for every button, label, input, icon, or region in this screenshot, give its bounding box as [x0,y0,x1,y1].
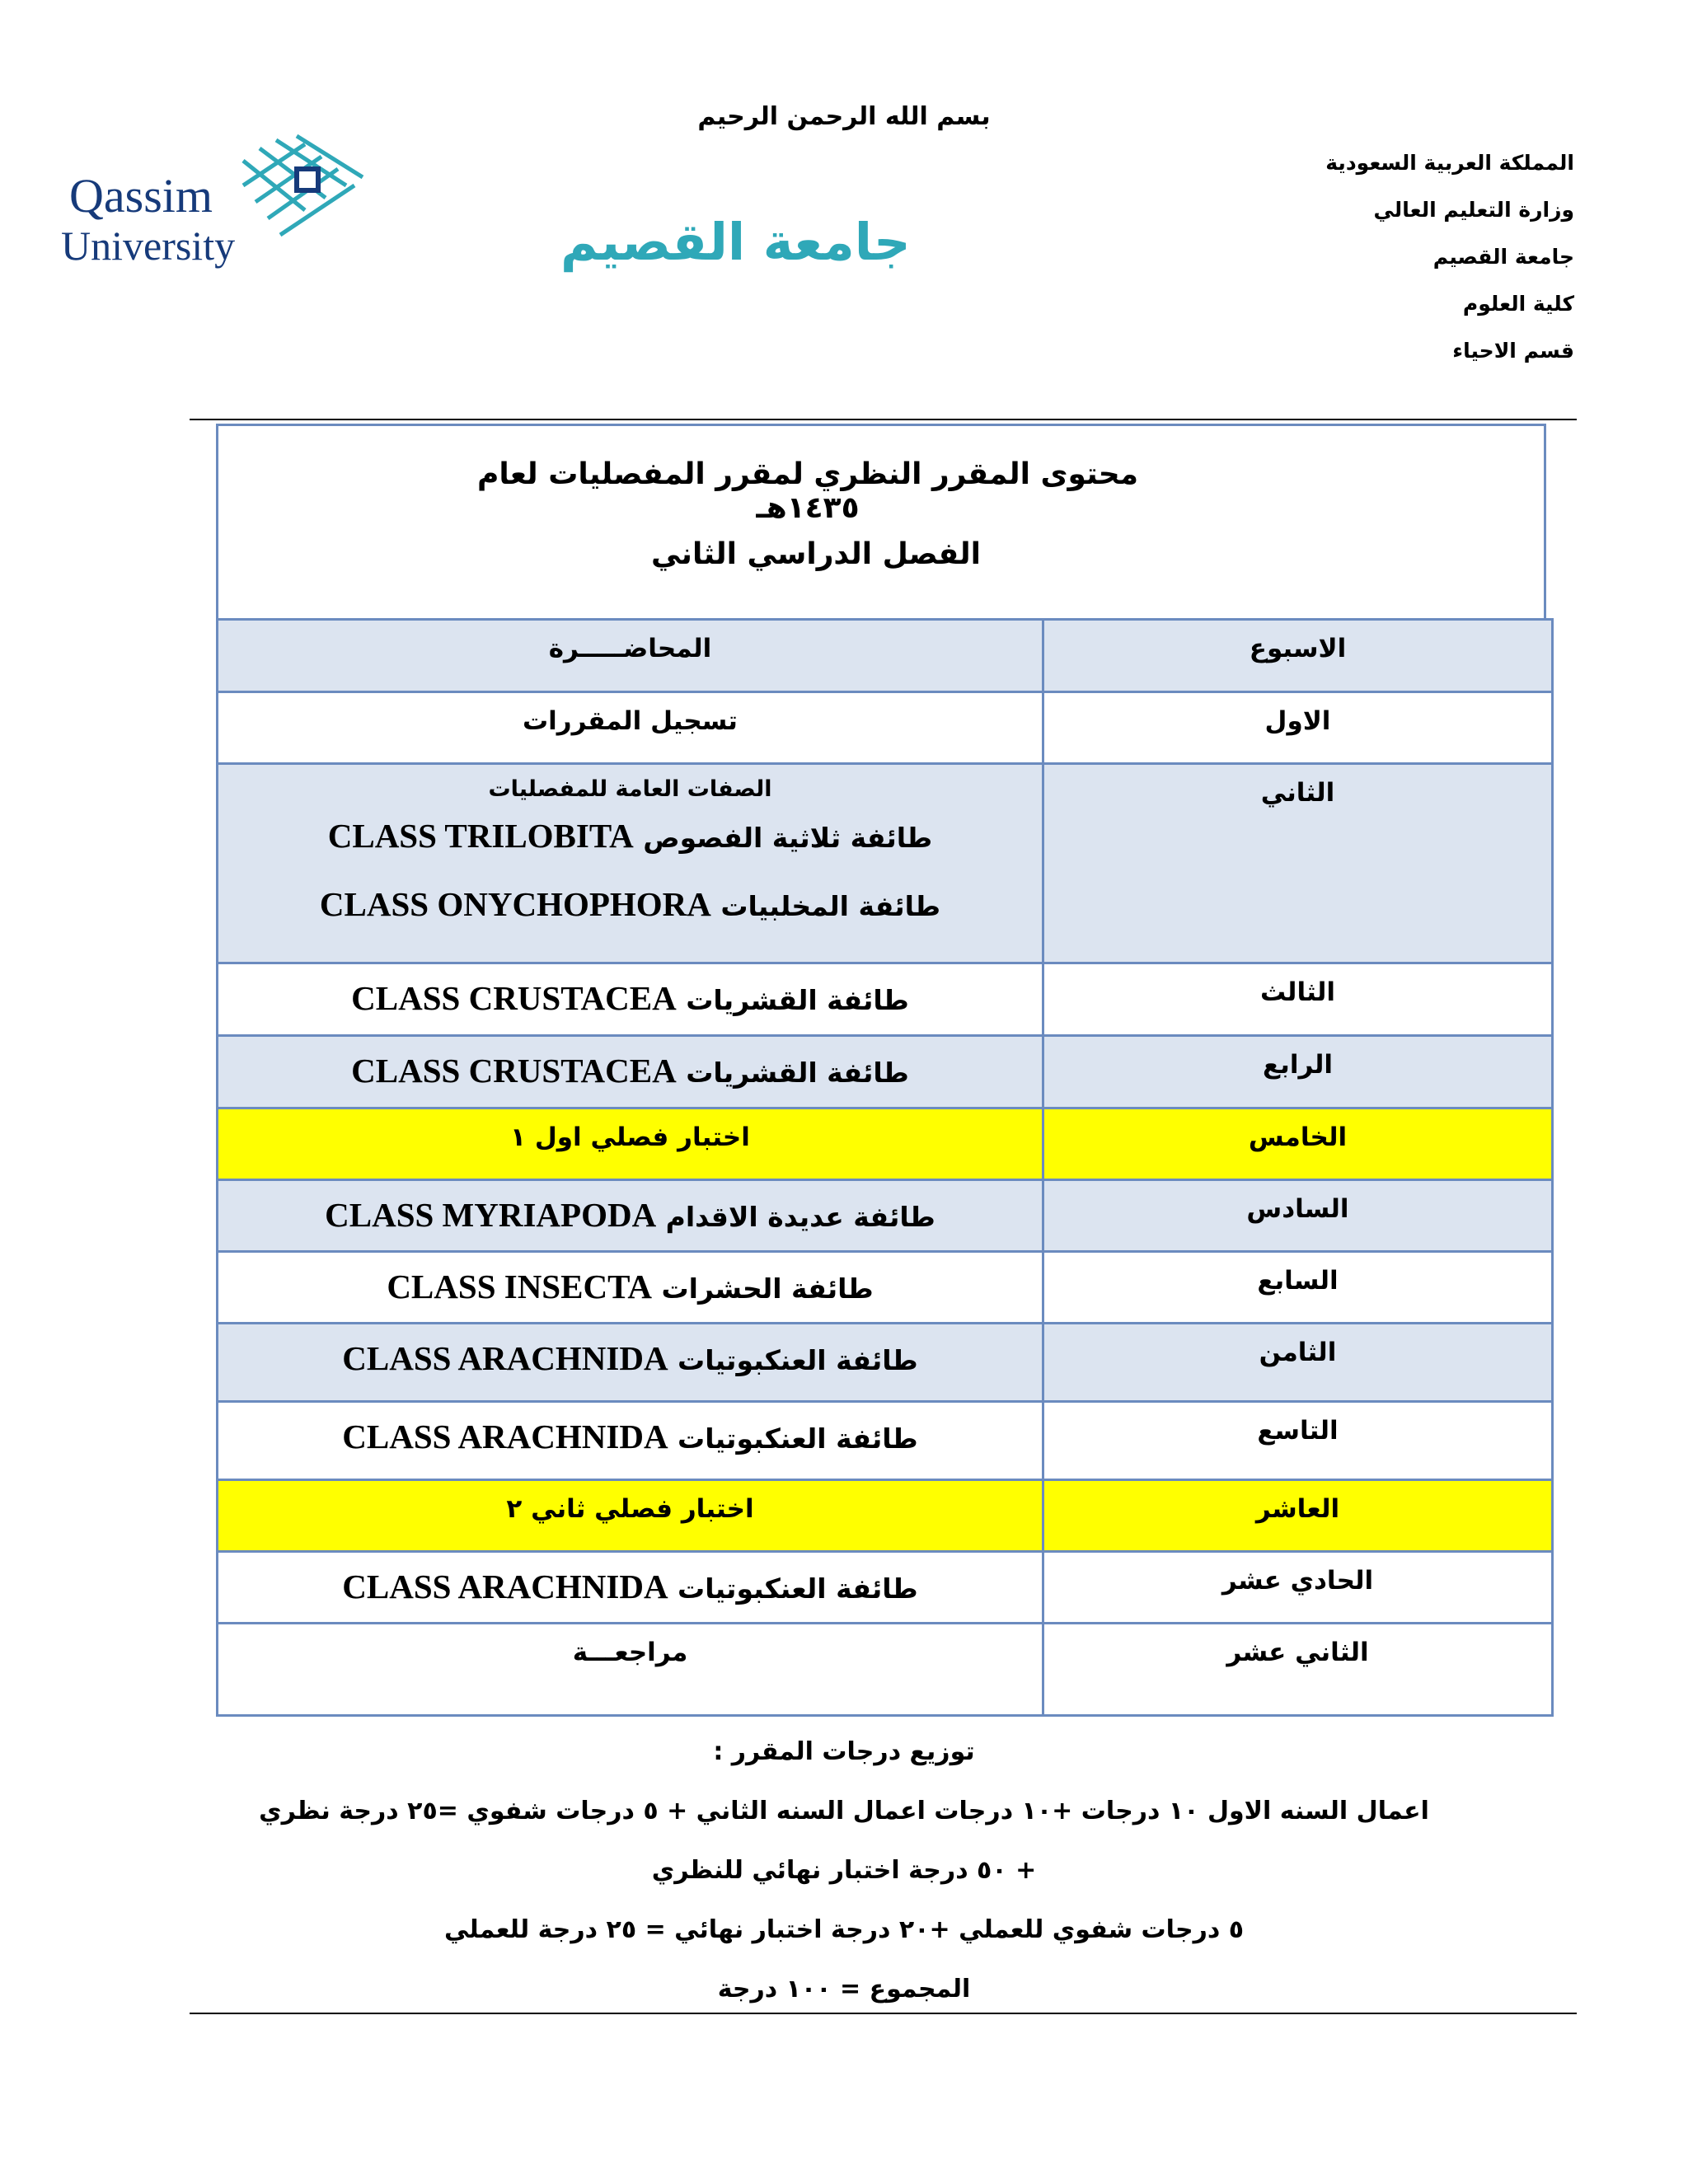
latin-class-name: CLASS INSECTA [387,1268,652,1305]
logo-ar-name: جامعة القصيم [560,212,911,272]
week-cell: الاول [1043,692,1553,764]
gov-line-ministry: وزارة التعليم العالي [1373,198,1574,222]
week-cell: الثامن [1043,1324,1553,1402]
lecture-cell: طائفة العنكبوتيات CLASS ARACHNIDA [218,1402,1043,1480]
week-cell: التاسع [1043,1402,1553,1480]
table-row-exam [218,1480,1553,1552]
grades-line-final: + ٥٠ درجة اختبار نهائي للنظري [651,1856,1037,1885]
lecture-cell: اختبار فصلي اول ١ [218,1108,1043,1180]
bottom-divider [190,2013,1577,2014]
table-row [218,1324,1553,1402]
gov-line-college: كلية العلوم [1462,292,1574,316]
gov-line-university: جامعة القصيم [1432,245,1574,269]
grades-line-theory: اعمال السنه الاول ١٠ درجات +١٠ درجات اعمال السنه الثاني + ٥ درجات شفوي =٢٥ درجة نظري [259,1797,1429,1825]
semester-title: الفصل الدراسي الثاني [651,537,981,571]
latin-class-name: CLASS ARACHNIDA [342,1568,668,1605]
latin-class-name: CLASS CRUSTACEA [351,979,677,1017]
qassim-university-logo [58,136,911,284]
latin-class-name: CLASS ARACHNIDA [342,1418,668,1455]
week-cell: الثاني [1043,764,1553,963]
header-week: الاسبوع [1043,620,1553,692]
lecture-cell: اختبار فصلي ثاني ٢ [218,1480,1043,1552]
table-row [218,764,1553,963]
grades-line-practical: ٥ درجات شفوي للعملي +٢٠ درجة اختبار نهائي = ٢٥ درجة للعملي [444,1915,1244,1944]
header-lecture: المحاضـــــرة [218,620,1043,692]
lecture-cell: طائفة الحشرات CLASS INSECTA [218,1252,1043,1324]
week-cell: الثاني عشر [1043,1624,1553,1716]
table-row [218,963,1553,1036]
logo-en-line2: University [61,223,236,269]
government-header [1162,147,1574,382]
latin-class-name: CLASS ARACHNIDA [342,1339,668,1377]
schedule-table [216,618,1554,1717]
week-cell: السادس [1043,1180,1553,1252]
table-row [218,1180,1553,1252]
table-row [218,692,1553,764]
grades-heading: توزيع درجات المقرر : [713,1737,975,1766]
lecture-cell: مراجعـــة [218,1624,1043,1716]
latin-class-name: CLASS TRILOBITA [327,817,634,855]
week-cell: الخامس [1043,1108,1553,1180]
lecture-cell: طائفة عديدة الاقدام CLASS MYRIAPODA [218,1180,1043,1252]
lecture-cell: الصفات العامة للمفصليات طائفة ثلاثية الفصوص CLASS TRILOBITA طائفة المخلبيات CLASS ONYCHOPHORA [218,764,1043,963]
lecture-cell: طائفة العنكبوتيات CLASS ARACHNIDA [218,1552,1043,1624]
lattice-emblem-icon [243,136,363,235]
lecture-cell: طائفة القشريات CLASS CRUSTACEA [218,1036,1043,1108]
top-divider [190,419,1577,420]
course-title: محتوى المقرر النظري لمقرر المفصليات لعام ١٤٣٥هـ [476,457,1139,525]
grade-distribution [0,1722,1688,2019]
gov-line-department: قسم الاحياء [1452,339,1574,363]
week-cell: الحادي عشر [1043,1552,1553,1624]
table-row [218,1036,1553,1108]
table-row [218,1624,1553,1716]
table-row [218,1252,1553,1324]
week-cell: السابع [1043,1252,1553,1324]
table-header-row [218,620,1553,692]
table-row [218,1552,1553,1624]
latin-class-name: CLASS ONYCHOPHORA [319,885,711,923]
basmala: بسم الله الرحمن الرحيم [697,102,991,131]
latin-class-name: CLASS MYRIAPODA [325,1196,657,1234]
logo-en-line1: Qassim [69,169,213,223]
week-cell: الرابع [1043,1036,1553,1108]
table-row-exam [218,1108,1553,1180]
grades-line-total: المجموع = ١٠٠ درجة [717,1975,971,2004]
gov-line-kingdom: المملكة العربية السعودية [1325,151,1574,175]
week-cell: الثالث [1043,963,1553,1036]
lecture-cell: طائفة العنكبوتيات CLASS ARACHNIDA [218,1324,1043,1402]
lecture-cell: طائفة القشريات CLASS CRUSTACEA [218,963,1043,1036]
week-cell: العاشر [1043,1480,1553,1552]
lecture-cell: تسجيل المقررات [218,692,1043,764]
latin-class-name: CLASS CRUSTACEA [351,1052,677,1090]
table-row [218,1402,1553,1480]
